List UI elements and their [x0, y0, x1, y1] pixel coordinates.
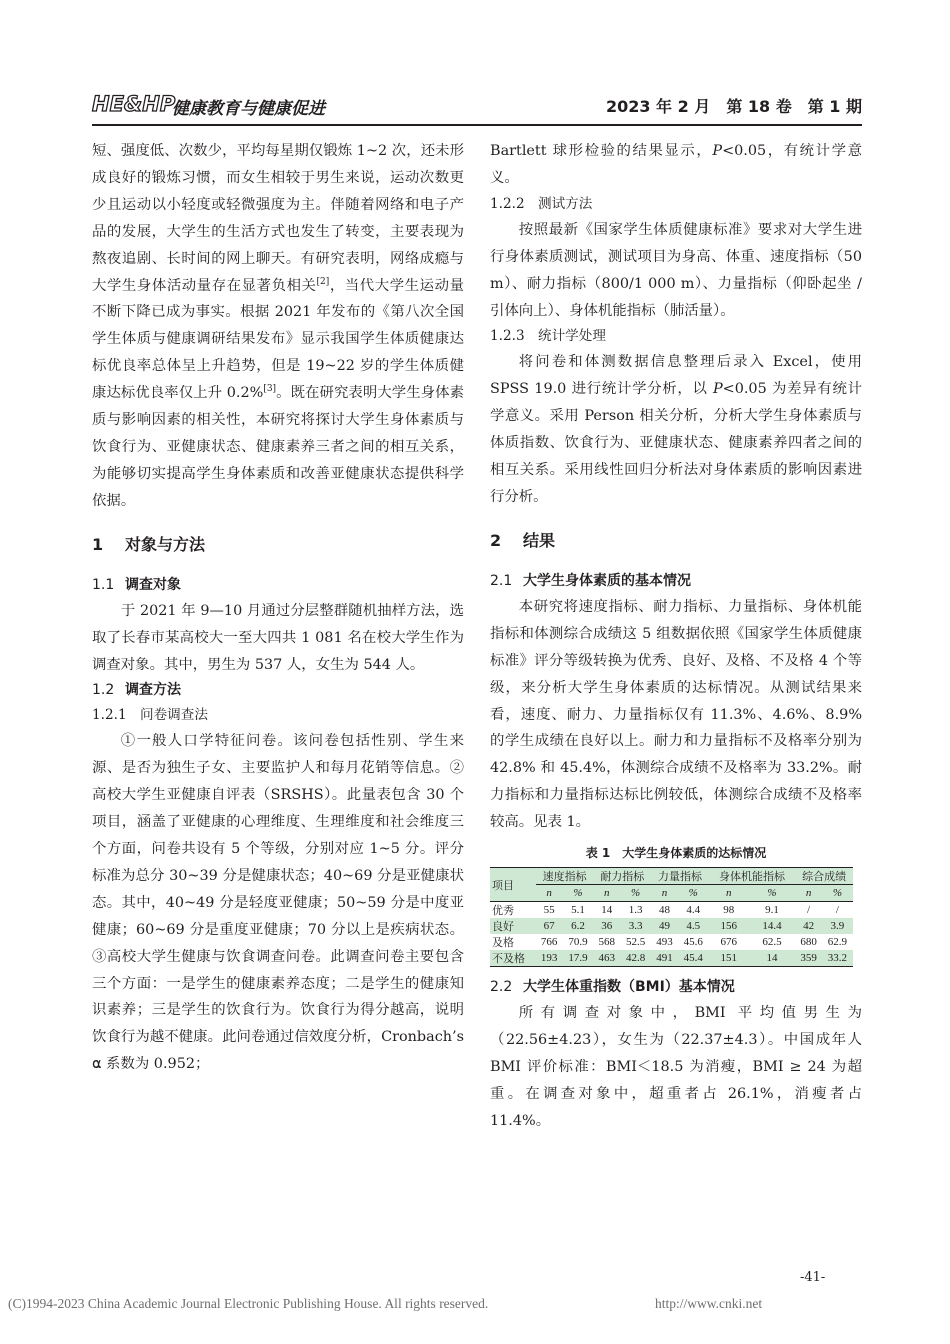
statistics-paragraph: 将问卷和体测数据信息整理后录入 Excel，使用 SPSS 19.0 进行统计学分析，以 P<0.05 为差异有统计学意义。采用 Person 相关分析，分析大学生身体素质与体质指数、饮食行为、亚健康状态、健康素养四者之间的相互关系。采用线性回归分析法对身体素质的影响因素进行分析。	[490, 354, 862, 505]
table-subheader-pct: %	[832, 887, 843, 900]
table-cell: 55	[543, 904, 555, 917]
table-row	[490, 934, 853, 950]
table-cell: 6.2	[571, 920, 585, 933]
page-number: -41-	[800, 1270, 826, 1285]
table-cell: 36	[601, 920, 613, 933]
section-heading-1: 1 对象与方法	[92, 534, 206, 554]
table-cell: 4.5	[686, 920, 701, 933]
table-cell: 766	[540, 936, 558, 949]
table-cell: /	[835, 904, 839, 917]
bartlett-paragraph: Bartlett 球形检验的结果显示，P<0.05，有统计学意义。	[490, 143, 862, 186]
table-cell: 359	[795, 950, 822, 967]
table-subheader-pct: %	[688, 887, 698, 900]
table-cell: 70.9	[568, 936, 588, 949]
issue-info: 2023 年 2 月 第 18 卷 第 1 期	[605, 97, 862, 116]
table-cell: 33.2	[822, 950, 853, 967]
intro-paragraph: 短、强度低、次数少，平均每星期仅锻炼 1~2 次，还未形成良好的锻炼习惯，而女生相较于男生来说，运动次数更少且运动以小轻度或轻微强度为主。伴随着网络和电子产品的发展，大学生的生活方式也发生了转变，主要表现为熬夜追剧、长时间的网上聊天。有研究表明，网络成瘾与大学生身体活动量存在显著负相关[2]，当代大学生运动量不断下降已成为事实。根据 2021 年发布的《第八次全国学生体质与健康调研结果发布》显示我国学生体质健康达标优良率总体呈上升趋势，但是 19~22 岁的学生体质健康达标优良率仅上升 0.2%[3]。既在研究表明大学生身体素质与影响因素的相关性，本研究将探讨大学生身体素质与饮食行为、亚健康状态、健康素养三者之间的相互关系，为能够切实提高学生身体素质和改善亚健康状态提供科学依据。	[92, 143, 464, 509]
table-1	[490, 867, 853, 967]
table-group-header: 身体机能指标	[709, 868, 795, 885]
table-cell: 48	[658, 904, 670, 917]
citation-2: [2]	[316, 276, 330, 287]
table-cell: 42	[803, 920, 815, 933]
subsection-heading-1-2-3: 1.2.3 统计学处理	[490, 328, 606, 345]
table-group-header: 耐力指标	[594, 868, 652, 885]
table-row-label: 优秀	[492, 905, 514, 918]
table-subheader-n: n	[725, 887, 732, 900]
table-cell: 676	[720, 936, 737, 949]
results-paragraph: 本研究将速度指标、耐力指标、力量指标、身体机能指标和体测综合成绩这 5 组数据依照《国家学生体质健康标准》评分等级转换为优秀、良好、及格、不及格 4 个等级，来分析大学生身体素质的达标情况。从测试结果来看，速度、耐力、力量指标仅有 11.3%、4.6%、8.9% 的学生成绩在良好以上。耐力和力量指标不及格率分别为 42.8% 和 45.4%，体测综合成绩不及格率为 33.2%。耐力指标和力量指标达标比例较低，体测综合成绩不及格率较高。见表 1。	[490, 598, 862, 831]
table-cell: 568	[598, 936, 616, 949]
table-1-title: 表 1 大学生身体素质的达标情况	[585, 846, 767, 861]
journal-logo: HE&HP	[92, 92, 176, 116]
subsection-heading-1-1: 1.1 调查对象	[92, 576, 181, 593]
table-row-label: 及格	[492, 937, 514, 950]
table-subheader-n: n	[546, 887, 552, 900]
running-header	[92, 86, 862, 126]
subsection-heading-1-2: 1.2 调查方法	[92, 682, 181, 699]
table-cell: 493	[656, 936, 673, 949]
table-cell: 463	[594, 950, 621, 967]
left-column	[92, 138, 464, 1078]
table-cell: 156	[720, 920, 737, 933]
copyright-notice: (C)1994-2023 China Academic Journal Electronic Publishing House. All rights reserved.	[8, 1296, 489, 1311]
table-subheader-n: n	[661, 887, 668, 900]
table-cell: 98	[723, 904, 735, 917]
table-group-header: 综合成绩	[795, 868, 853, 885]
questionnaire-paragraph: ①一般人口学特征问卷。该问卷包括性别、学生来源、是否为独生子女、主要监护人和每月花销等信息。②高校大学生亚健康自评表（SRSHS）。此量表包含 30 个项目，涵盖了亚健康的心理维度、生理维度和社会维度三个方面，问卷共设有 5 个等级，分别对应 1~5 分。评分标准为总分 30~39 分是健康状态；40~69 分是亚健康状态。其中，40~49 分是轻度亚健康；50~59 分是中度亚健康；60~69 分是重度亚健康；70 分以上是疾病状态。③高校大学生健康与饮食调查问卷。此调查问卷主要包含三个方面：一是学生的健康素养态度；二是学生的健康知识素养；三是学生的饮食行为。饮食行为得分越高，说明饮食行为越不健康。此问卷通过信效度分析，Cronbach’s ⍺ 系数为 0.952；	[92, 733, 464, 1073]
table-cell: 17.9	[562, 950, 593, 967]
table-cell: 151	[709, 950, 749, 967]
table-cell: 62.9	[827, 936, 848, 949]
cnki-link[interactable]: http://www.cnki.net	[655, 1296, 763, 1311]
citation-3: [3]	[263, 384, 277, 395]
table-cell: 45.6	[683, 936, 703, 949]
table-cell: 62.5	[762, 936, 782, 949]
table-cell: 4.4	[686, 904, 701, 917]
subjects-paragraph: 于 2021 年 9—10 月通过分层整群随机抽样方法，选取了长春市某高校大一至大四共 1 081 名在校大学生作为调查对象。其中，男生为 537 人，女生为 544 人。	[92, 602, 464, 673]
table-row	[490, 950, 853, 967]
table-cell: 680	[800, 936, 817, 949]
table-subheader-pct: %	[573, 887, 583, 900]
test-method-paragraph: 按照最新《国家学生体质健康标准》要求对大学生进行身体素质测试，测试项目为身高、体重、速度指标（50 m）、耐力指标（800/1 000 m）、力量指标（仰卧起坐 / 引体向上）、身体机能指标（肺活量）。	[490, 221, 862, 319]
table-cell: 193	[536, 950, 563, 967]
table-cell: 67	[543, 920, 555, 933]
table-row	[490, 902, 853, 919]
table-cell: 491	[651, 950, 678, 967]
table-item-header: 项目	[490, 868, 536, 902]
subsection-heading-1-2-1: 1.2.1 问卷调查法	[92, 707, 208, 724]
table-subheader-n: n	[805, 887, 812, 900]
section-heading-2: 2 结果	[490, 530, 556, 550]
table-cell: 1.3	[628, 904, 643, 917]
table-cell: 49	[658, 920, 670, 933]
table-row	[490, 918, 853, 934]
journal-name: 健康教育与健康促进	[172, 99, 325, 119]
table-subheader-n: n	[604, 887, 610, 900]
table-group-header: 力量指标	[651, 868, 709, 885]
table-cell: 9.1	[765, 904, 779, 917]
subsection-heading-2-1: 2.1 大学生身体素质的基本情况	[490, 572, 691, 589]
table-cell: 5.1	[571, 904, 585, 917]
bmi-paragraph: 所有调查对象中，BMI 平均值男生为（22.56±4.23），女生为（22.37±4.3）。中国成年人 BMI 评价标准：BMI＜18.5 为消瘦，BMI ≥ 24 为超重。在调查对象中，超重者占 26.1%，消瘦者占 11.4%。	[490, 1005, 862, 1129]
table-subheader-pct: %	[631, 887, 641, 900]
subsection-heading-1-2-2: 1.2.2 测试方法	[490, 195, 593, 212]
table-cell: 14	[749, 950, 796, 967]
table-cell: 14.4	[762, 920, 782, 933]
table-cell: 45.4	[678, 950, 709, 967]
table-cell: 14	[601, 904, 613, 917]
table-subheader-pct: %	[767, 887, 777, 900]
table-cell: 52.5	[625, 936, 646, 949]
right-column	[490, 138, 862, 1135]
table-cell: 3.3	[628, 920, 643, 933]
table-cell: 42.8	[620, 950, 651, 967]
table-cell: 3.9	[830, 920, 845, 933]
table-cell: /	[807, 904, 811, 917]
subsection-heading-2-2: 2.2 大学生体重指数（BMI）基本情况	[490, 979, 735, 996]
table-row-label: 良好	[492, 921, 514, 934]
table-row-label: 不及格	[490, 950, 536, 967]
table-group-header: 速度指标	[536, 868, 594, 885]
